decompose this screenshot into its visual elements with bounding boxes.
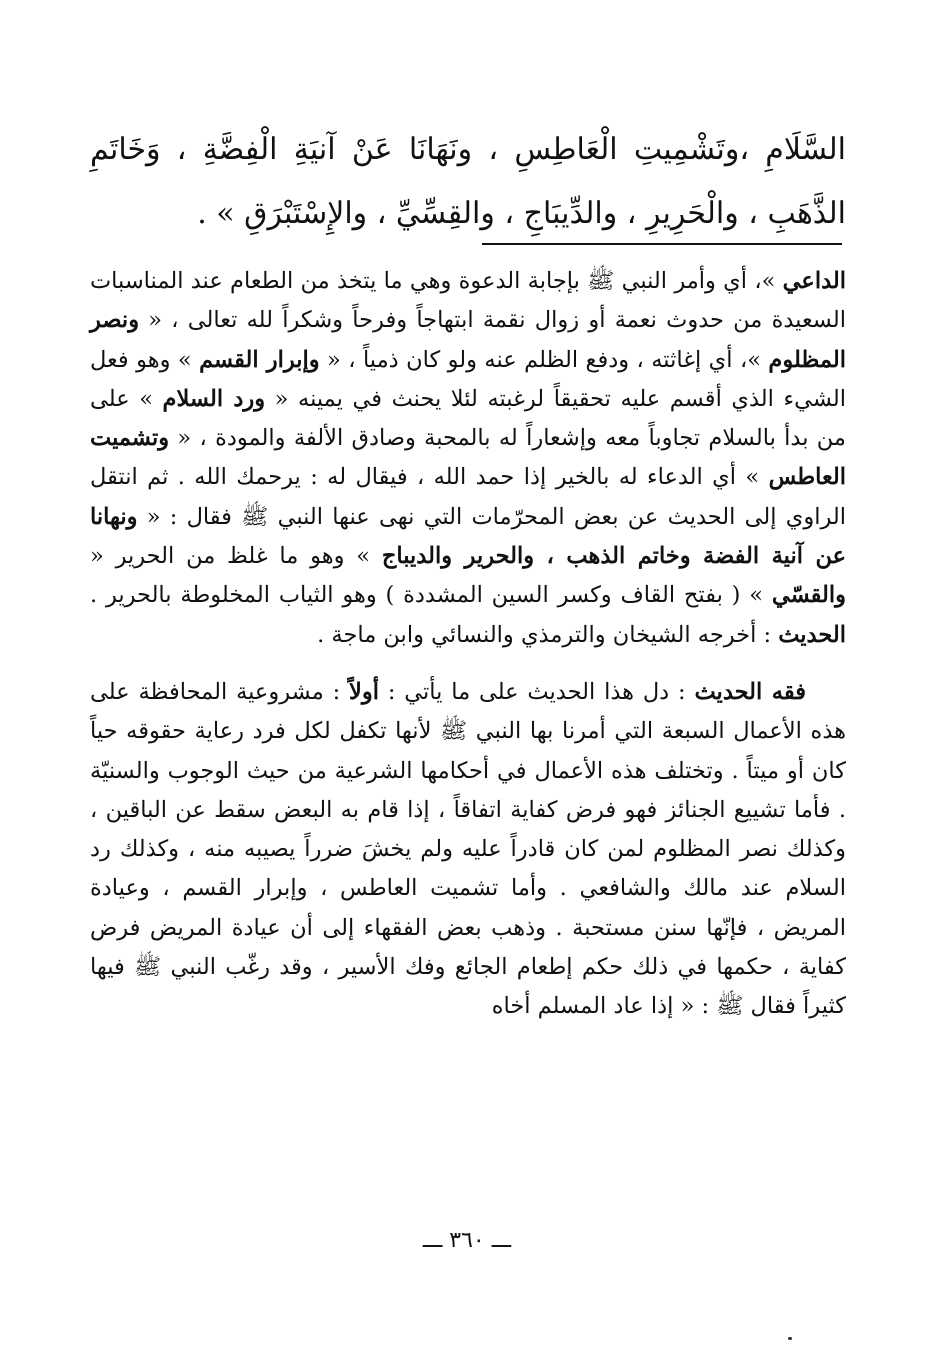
commentary-paragraph-2 bbox=[90, 673, 846, 1027]
commentary bbox=[90, 262, 846, 1027]
commentary-text: »، أي وأمر النبي ﷺ بإجابة الدعوة وهي ما يتخذ من الطعام عند المناسبات السعيدة من حدوث نعمة أو زوال نقمة ابتهاجاً وفرحاً وشكراً لله تعالى ، « bbox=[90, 268, 846, 334]
keyword: وإبرار القسم bbox=[199, 346, 320, 373]
scan-speck bbox=[788, 1337, 792, 1340]
keyword: والقسّي bbox=[771, 582, 846, 609]
commentary-text: » وهو ما غلظ من الحرير « bbox=[90, 543, 382, 570]
commentary-text: : مشروعية المحافظة على هذه الأعمال السبعة التي أمرنا بها النبي ﷺ لأنها تكفل لكل فرد رعاية حقوقه حياً كان أو ميتاً . وتختلف هذه الأعمال في أحكامها الشرعية من حيث الوجوب والسنيّة . فأما تشييع الجنائز فهو فرض كفاية اتفاقاً ، إذا قام به البعض سقط عن الباقين ، وكذلك نصر المظلوم لمن كان قادراً عليه ولم يخشَ ضرراً يصيبه منه ، وكذلك رد السلام عند مالك والشافعي . وأما تشميت العاطس ، وإبرار القسم ، وعيادة المريض ، فإنّها سنن مستحبة . وذهب بعض الفقهاء إلى أن عيادة المريض فرض كفاية ، حكمها في ذلك حكم إطعام الجائع وفك الأسير ، وقد رغّب النبي ﷺ فيها كثيراً فقال ﷺ : « إذا عاد المسلم أخاه bbox=[90, 678, 846, 1020]
commentary-text: : دل هذا الحديث على ما يأتي : bbox=[378, 678, 695, 705]
commentary-text: : أخرجه الشيخان والترمذي والنسائي وابن ماجة . bbox=[317, 621, 779, 648]
commentary-text: » على من بدأ بالسلام تجاوباً معه وإشعاراً له بالمحبة وصادق الألفة والمودة ، « bbox=[90, 385, 846, 452]
hadith-text: السَّلَامِ ،وتَشْمِيتِ الْعَاطِسِ ، ونَهَانَا عَنْ آنيَةِ الْفِضَّةِ ، وَخَاتَمِ الذَّهَبِ ، والْحَرِيرِ ، والدِّيبَاجِ ، والقِسِّيِّ ، والإِسْتَبْرَقِ » . bbox=[90, 132, 846, 231]
commentary-text: » وهو فعل الشيء الذي أقسم عليه تحقيقاً لرغبته لئلا يحنث في يمينه « bbox=[90, 346, 847, 412]
commentary-text: »، أي إغاثته ، ودفع الظلم عنه ولو كان ذمياً ، « bbox=[319, 346, 769, 373]
commentary-text: » ( بفتح القاف وكسر السين المشددة ) وهو الثياب المخلوطة بالحرير . bbox=[90, 582, 772, 609]
keyword: ورد السلام bbox=[162, 385, 266, 412]
keyword: أولاً bbox=[349, 678, 379, 705]
keyword: الداعي bbox=[782, 268, 846, 294]
footnote-separator bbox=[482, 243, 842, 245]
keyword: ونصر المظلوم bbox=[90, 307, 846, 373]
commentary-paragraph-1 bbox=[90, 262, 846, 655]
section-heading: فقه الحديث bbox=[694, 678, 806, 705]
keyword: ونهانا عن آنية الفضة وخاتم الذهب ، والحرير والديباج bbox=[90, 503, 846, 570]
page-number: ـــ ٣٦٠ ـــ bbox=[422, 1228, 512, 1253]
keyword: وتشميت العاطس bbox=[90, 425, 846, 491]
keyword: الحديث bbox=[778, 621, 846, 648]
commentary-text: » أي الدعاء له بالخير إذا حمد الله ، فيقال له : يرحمك الله . ثم انتقل الراوي إلى الحديث عن بعض المحرّمات التي نهى عنها النبي ﷺ فقال : « bbox=[90, 464, 846, 530]
